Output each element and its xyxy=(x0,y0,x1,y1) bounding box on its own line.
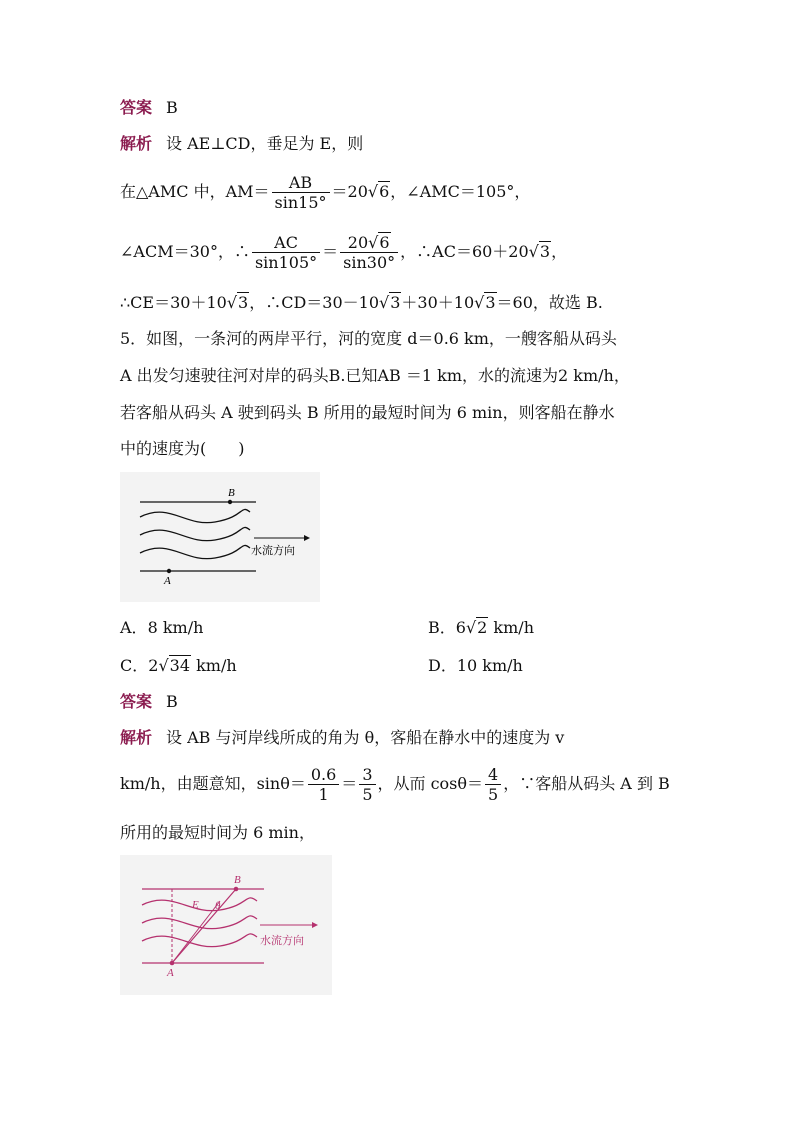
q5-stem-2: A 出发匀速驶往河对岸的码头B.已知AB ＝1 km，水的流速为2 km/h， xyxy=(120,366,630,385)
label-b: B xyxy=(228,487,235,499)
text: ∠ACM＝30°，∴ xyxy=(120,242,250,261)
q5-stem-4: 中的速度为( ) xyxy=(120,439,245,458)
text: ， xyxy=(551,242,568,261)
option-prefix: D． xyxy=(428,656,457,675)
numerator: 0.6 xyxy=(308,765,339,785)
radicand: 3 xyxy=(539,242,551,261)
radical: √2 xyxy=(465,618,488,637)
option-b xyxy=(428,618,534,638)
flow-label: 水流方向 xyxy=(251,544,295,557)
radical: √6 xyxy=(367,182,390,201)
q5-analysis-line xyxy=(120,728,564,748)
text: ，∵客船从码头 A 到 B xyxy=(503,774,670,793)
label-b: B xyxy=(234,874,241,886)
radicand: 34 xyxy=(169,656,190,675)
numerator: 4 xyxy=(485,765,501,785)
fraction xyxy=(359,765,375,804)
text: ＝ xyxy=(322,242,339,261)
river-vector-figure xyxy=(120,855,332,995)
q4-analysis-line xyxy=(120,134,363,154)
denominator: sin30° xyxy=(343,253,396,272)
text: 在△AMC 中，AM＝ xyxy=(120,182,270,201)
text: ，从而 cosθ＝ xyxy=(377,774,484,793)
denominator: 1 xyxy=(318,785,329,804)
q5-answer-line xyxy=(120,692,178,712)
q5-stem-3: 若客船从码头 A 驶到码头 B 所用的最短时间为 6 min，则客船在静水 xyxy=(120,403,615,422)
answer-label: 答案 xyxy=(120,98,153,117)
option-c xyxy=(120,656,237,676)
q5-analysis-line-3: 所用的最短时间为 6 min， xyxy=(120,823,315,842)
option-value: 10 km/h xyxy=(456,656,523,675)
denominator: 5 xyxy=(362,785,373,804)
analysis-text-1: 设 AB 与河岸线所成的角为 θ，客船在静水中的速度为 v xyxy=(166,728,565,747)
option-unit: km/h xyxy=(488,618,534,637)
denominator: 5 xyxy=(488,785,499,804)
fraction xyxy=(340,233,398,272)
text: ，∴CD＝30－10 xyxy=(249,293,380,312)
numerator: AB xyxy=(272,173,330,193)
text: km/h，由题意知，sinθ＝ xyxy=(120,774,306,793)
radicand: 3 xyxy=(238,293,249,312)
fraction xyxy=(308,765,339,804)
label-a: A xyxy=(167,967,174,979)
numerator: 3 xyxy=(359,765,375,785)
point-a xyxy=(170,961,175,966)
analysis-label: 解析 xyxy=(120,134,153,153)
q4-answer-line xyxy=(120,98,178,118)
text: ∴CE＝30＋10 xyxy=(120,293,227,312)
option-prefix: A． xyxy=(120,618,148,637)
analysis-label: 解析 xyxy=(120,728,153,747)
radicand: 6 xyxy=(379,233,390,252)
radicand: 3 xyxy=(485,293,496,312)
flow-label: 水流方向 xyxy=(260,934,304,947)
q4-line-2 xyxy=(120,172,530,212)
q5-analysis-line-2 xyxy=(120,764,670,804)
point-a xyxy=(167,569,171,573)
fraction xyxy=(252,233,320,272)
fraction xyxy=(485,765,501,804)
radicand: 2 xyxy=(477,618,488,637)
option-unit: km/h xyxy=(191,656,237,675)
text: ＝ xyxy=(341,774,358,793)
option-d xyxy=(428,656,523,676)
river-figure xyxy=(120,472,320,602)
text: ＋30＋10 xyxy=(401,293,475,312)
radical: √3 xyxy=(379,293,401,312)
analysis-text-1: 设 AE⊥CD，垂足为 E，则 xyxy=(166,134,364,153)
radical: √34 xyxy=(158,656,190,675)
radicand: 3 xyxy=(390,293,401,312)
q5-stem-1: 5．如图，一条河的两岸平行，河的宽度 d＝0.6 km，一艘客船从码头 xyxy=(120,329,617,348)
answer-value: B xyxy=(166,692,178,711)
radical: √3 xyxy=(528,242,551,261)
denominator: sin15° xyxy=(274,193,327,212)
numerator xyxy=(340,233,398,253)
point-b xyxy=(228,500,232,504)
option-a xyxy=(120,618,203,638)
denominator: sin105° xyxy=(254,253,318,272)
option-value: 8 km/h xyxy=(147,618,204,637)
label-e: E xyxy=(192,899,199,911)
point-b xyxy=(234,887,239,892)
text: ＝60，故选 B. xyxy=(496,293,603,312)
answer-label: 答案 xyxy=(120,692,153,711)
numerator: AC xyxy=(252,233,320,253)
radical: √6 xyxy=(368,233,390,252)
option-prefix: B．6 xyxy=(428,618,466,637)
figure-background xyxy=(120,472,320,602)
option-prefix: C．2 xyxy=(120,656,159,675)
text: ，∠AMC＝105°， xyxy=(390,182,531,201)
radicand: 6 xyxy=(379,182,390,201)
answer-value: B xyxy=(166,98,178,117)
text: ，∴AC＝60＋20 xyxy=(400,242,529,261)
label-theta: θ xyxy=(215,900,221,912)
radical: √3 xyxy=(474,293,496,312)
text: ＝20 xyxy=(331,182,368,201)
q4-line-3 xyxy=(120,232,567,272)
text: 20 xyxy=(347,233,369,252)
radical: √3 xyxy=(226,293,249,312)
label-a: A xyxy=(164,575,171,587)
fraction xyxy=(272,173,330,212)
q4-line-4 xyxy=(120,293,603,313)
